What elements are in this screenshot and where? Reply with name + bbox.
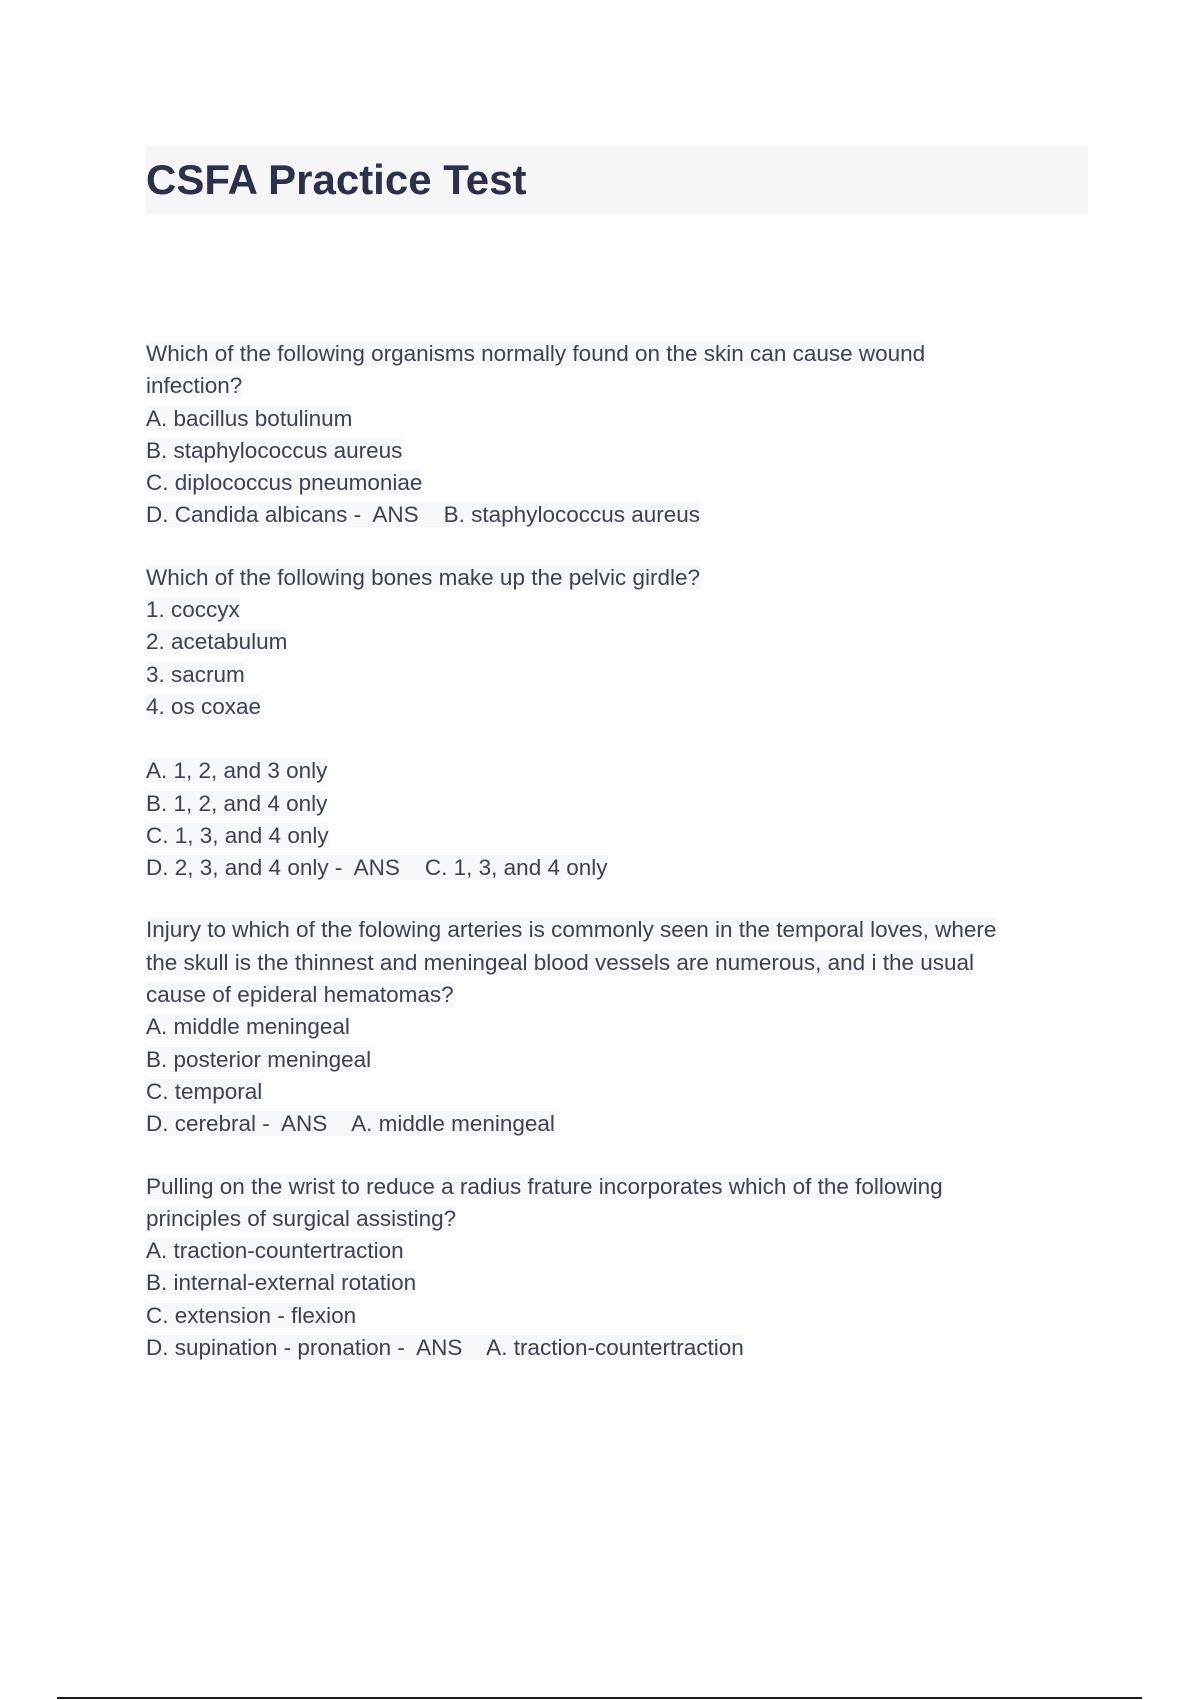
answer-option: B. internal-external rotation [146, 1270, 417, 1296]
question-2 [146, 562, 1106, 885]
answer-option: C. diplococcus pneumoniae [146, 470, 423, 496]
footer-rule [57, 1697, 1142, 1699]
document-title: CSFA Practice Test [146, 156, 527, 203]
question-text-line: Which of the following organisms normally found on the skin can cause wound [146, 341, 926, 366]
question-text-line: Pulling on the wrist to reduce a radius frature incorporates which of the following [146, 1173, 943, 1199]
answer-option: C. 1, 3, and 4 only [146, 822, 329, 848]
question-text-line: infection? [146, 373, 243, 399]
question-text-line: principles of surgical assisting? [146, 1205, 457, 1231]
answer-option: A. 1, 2, and 3 only [146, 758, 328, 784]
answer-option: C. extension - flexion [146, 1302, 357, 1328]
answer-option: A. traction-countertraction [146, 1238, 404, 1264]
answer-option: C. temporal [146, 1078, 263, 1104]
answer-option: B. 1, 2, and 4 only [146, 790, 328, 816]
question-list [146, 338, 1106, 1394]
answer-option-with-key: D. 2, 3, and 4 only - ANS C. 1, 3, and 4 only [146, 855, 608, 881]
question-4 [146, 1171, 1106, 1365]
answer-option-with-key: D. supination - pronation - ANS A. traction-countertraction [146, 1335, 744, 1361]
question-1 [146, 338, 1106, 532]
answer-option-with-key: D. cerebral - ANS A. middle meningeal [146, 1111, 555, 1137]
question-text-line: Injury to which of the folowing arteries is commonly seen in the temporal loves, where [146, 917, 997, 943]
question-3 [146, 914, 1106, 1140]
numbered-item: 3. sacrum [146, 661, 245, 687]
question-text-line: the skull is the thinnest and meningeal blood vessels are numerous, and i the usual [146, 949, 975, 975]
answer-option: B. staphylococcus aureus [146, 437, 403, 463]
numbered-item: 2. acetabulum [146, 629, 288, 655]
numbered-item: 4. os coxae [146, 693, 262, 719]
question-text-line: cause of epideral hematomas? [146, 982, 454, 1008]
spacer [146, 723, 1106, 755]
answer-option: A. bacillus botulinum [146, 405, 353, 431]
answer-option: B. posterior meningeal [146, 1046, 372, 1072]
numbered-item: 1. coccyx [146, 597, 240, 623]
answer-option-with-key: D. Candida albicans - ANS B. staphylococcus aureus [146, 502, 701, 528]
answer-option: A. middle meningeal [146, 1014, 350, 1040]
question-text-line: Which of the following bones make up the pelvic girdle? [146, 564, 701, 590]
